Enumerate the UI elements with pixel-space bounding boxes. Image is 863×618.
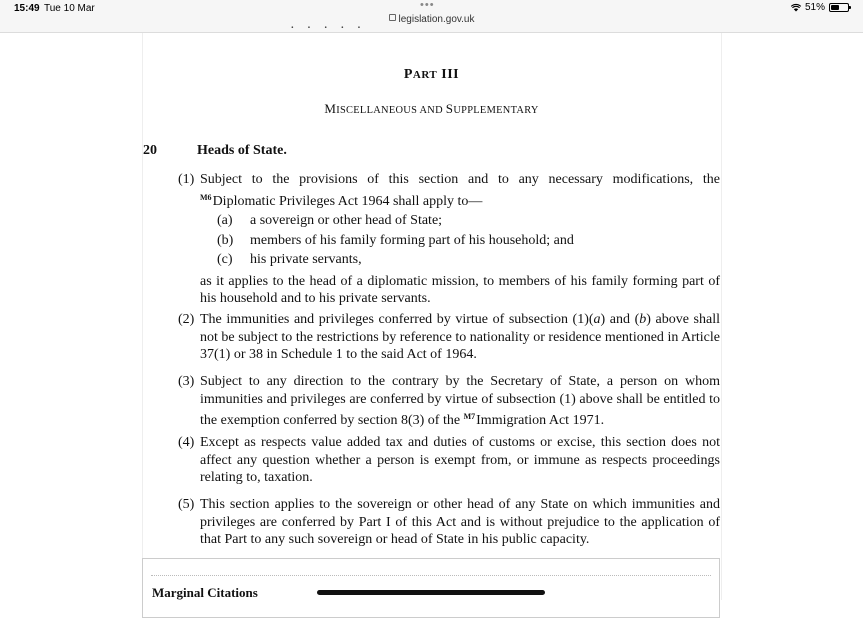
item-text: members of his family forming part of his household; and [250, 232, 574, 248]
part-title-word: AND [417, 105, 446, 116]
marginal-citation-link[interactable]: M7 [463, 412, 476, 421]
battery-fill [831, 5, 839, 10]
status-indicators [791, 2, 849, 13]
cutoff-text: ····· [290, 21, 374, 36]
subsection-number: (4) [178, 435, 195, 450]
subsection-2 [178, 311, 720, 364]
subsection-text: This section applies to the sovereign or other head of any State on which immunities and privileges are conferred by Part I of this Act and is without prejudice to the application of that Part to any such sovereign or head of State in his public capacity. [200, 497, 720, 547]
subsection-text: b [639, 312, 647, 327]
subsection-number: (5) [178, 497, 195, 512]
list-item [195, 232, 720, 252]
url-text: legislation.gov.uk [398, 14, 475, 25]
part-title-word: UPPLEMENTARY [453, 105, 539, 116]
list-item [195, 251, 720, 271]
part-title-word: M [324, 101, 337, 116]
subsection-text: Immigration Act 1971. [476, 413, 605, 428]
subsection-text: Diplomatic Privileges Act 1964 shall apply to— [212, 193, 483, 209]
subsection-text: Subject to the provisions of this section and to any necessary modifications, the [200, 172, 720, 187]
part-title-word: S [445, 101, 454, 116]
subsection-4 [178, 434, 720, 487]
wifi-icon [791, 4, 801, 12]
part-number: III [437, 67, 460, 82]
address-bar[interactable] [0, 14, 863, 25]
marginal-citation-link[interactable]: M6 [200, 192, 212, 202]
status-bar [0, 0, 863, 33]
subsection-text: Subject to any direction to the contrary by the Secretary of State, a person on whom immunities and privileges are conferred by virtue of subsection (1) above shall be entitled to the exemption conferred by section 8(3) of the [200, 374, 720, 428]
subsection-text: ) and ( [600, 312, 640, 327]
subsection-text: as it applies to the head of a diplomatic mission, to members of his family forming part of his household and to his private servants. [200, 273, 720, 306]
item-label: (b) [217, 232, 234, 248]
marginal-citations-box [142, 558, 720, 618]
part-title [0, 101, 863, 117]
marginal-citations-title: Marginal Citations [152, 585, 258, 600]
item-text: a sovereign or other head of State; [250, 213, 443, 228]
item-text: his private servants, [250, 252, 362, 267]
section-number: 20 [143, 143, 157, 158]
subsection-text: ) above shall not be subject to the restrictions by reference to nationality or residence mentioned in Article 37(1) or 38 in Schedule 1 to the said Act of 1964. [200, 312, 720, 362]
subsection-1 [178, 171, 720, 308]
divider [151, 575, 711, 576]
part-label-first: P [403, 67, 413, 82]
part-heading [0, 67, 863, 83]
home-indicator[interactable] [317, 590, 545, 595]
item-label: (c) [217, 252, 233, 267]
subsection-5 [178, 496, 720, 549]
subsection-number: (3) [178, 374, 195, 389]
part-label-rest: ART [412, 69, 438, 81]
part-title-word: ISCELLANEOUS [336, 105, 418, 116]
section-title: Heads of State. [197, 143, 287, 158]
subsection-3 [178, 373, 720, 430]
more-dots-icon[interactable]: ••• [420, 0, 435, 11]
subsection-text: The immunities and privileges conferred by virtue of subsection (1)( [200, 312, 594, 327]
subsection-text: Except as respects value added tax and duties of customs or excise, this section does not affect any question whether a person is exempt from, or immune as respects proceedings relating to, taxation. [200, 435, 720, 485]
battery-icon [829, 3, 849, 12]
list-item [195, 212, 720, 232]
lock-icon [389, 14, 396, 21]
subsection-text: a [593, 312, 601, 327]
subsection-number: (2) [178, 312, 195, 327]
battery-percent: 51% [804, 2, 825, 13]
document-page [0, 21, 863, 600]
status-date: Tue 10 Mar [44, 3, 95, 14]
status-time: 15:49 [14, 3, 40, 14]
subsection-number: (1) [178, 172, 195, 187]
item-label: (a) [217, 213, 233, 228]
